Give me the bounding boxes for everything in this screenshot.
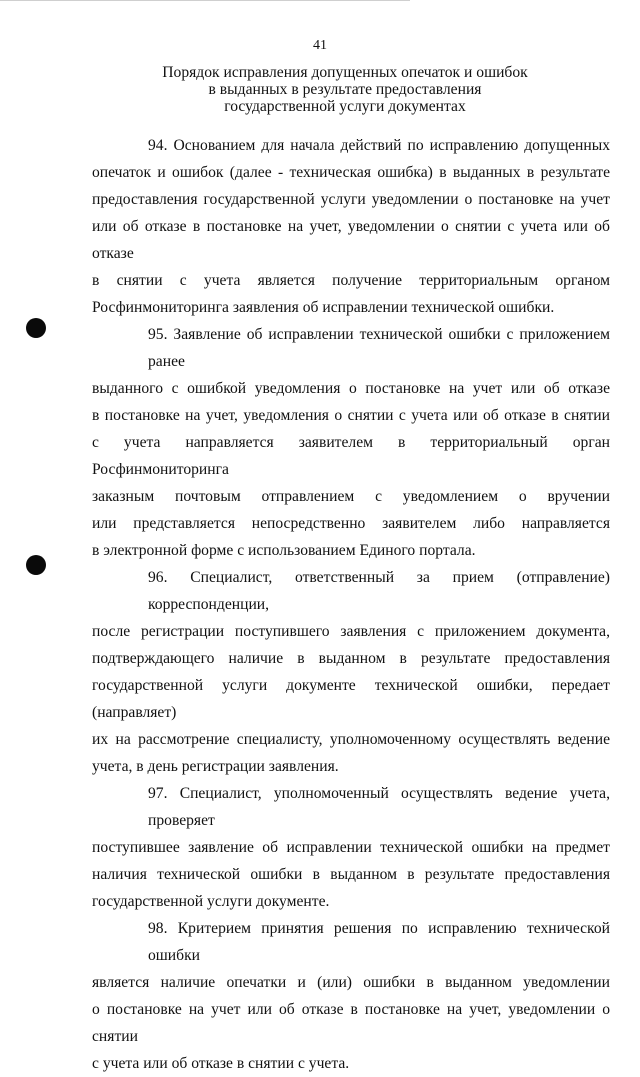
text-line: 95. Заявление об исправлении технической ошибки с приложением ранее <box>148 326 610 370</box>
text-line: в снятии с учета является получение территориальным органом <box>92 272 610 289</box>
text-line: в электронной форме с использованием Единого портала. <box>92 542 476 559</box>
text-line: учета, в день регистрации заявления. <box>92 758 339 775</box>
text-line: поступившее заявление об исправлении технической ошибки на предмет <box>92 839 610 856</box>
paragraph-94 <box>92 132 610 321</box>
document-body <box>92 132 610 1077</box>
paragraph-97 <box>92 780 610 915</box>
text-line: подтверждающего наличие в выданном в результате предоставления <box>92 650 610 667</box>
text-line: выданного с ошибкой уведомления о постановке на учет или об отказе <box>92 380 610 397</box>
section-title <box>90 64 600 115</box>
text-line: о постановке на учет или об отказе в постановке на учет, уведомлении о снятии <box>92 1001 610 1045</box>
title-line: Порядок исправления допущенных опечаток и ошибок <box>162 64 528 81</box>
text-line: предоставления государственной услуги уведомлении о постановке на учет <box>92 191 610 208</box>
text-line: государственной услуги документе технической ошибки, передает (направляет) <box>92 677 610 721</box>
text-line: Росфинмониторинга заявления об исправлении технической ошибки. <box>92 299 555 316</box>
title-line: в выданных в результате предоставления <box>208 81 482 98</box>
title-line: государственной услуги документах <box>224 98 466 115</box>
text-line: в постановке на учет, уведомления о снятии с учета или об отказе в снятии <box>92 407 610 424</box>
text-line: опечаток и ошибок (далее - техническая ошибка) в выданных в результате <box>92 164 610 181</box>
page-number: 41 <box>313 38 327 53</box>
paragraph-98 <box>92 915 610 1077</box>
punch-hole-lower <box>26 555 46 575</box>
text-line: 98. Критерием принятия решения по исправлению технической ошибки <box>148 920 610 964</box>
paragraph-95 <box>92 321 610 564</box>
text-line: или представляется непосредственно заявителем либо направляется <box>92 515 610 532</box>
text-line: 94. Основанием для начала действий по исправлению допущенных <box>148 137 610 154</box>
text-line: заказным почтовым отправлением с уведомлением о вручении <box>92 488 610 505</box>
paragraph-96 <box>92 564 610 780</box>
text-line: их на рассмотрение специалисту, уполномоченному осуществлять ведение <box>92 731 610 748</box>
text-line: с учета или об отказе в снятии с учета. <box>92 1055 350 1072</box>
text-line: 97. Специалист, уполномоченный осуществлять ведение учета, проверяет <box>148 785 610 829</box>
text-line: государственной услуги документе. <box>92 893 330 910</box>
text-line: с учета направляется заявителем в территориальный орган Росфинмониторинга <box>92 434 610 478</box>
text-line: или об отказе в постановке на учет, уведомлении о снятии с учета или об отказе <box>92 218 610 262</box>
text-line: после регистрации поступившего заявления с приложением документа, <box>92 623 610 640</box>
text-line: является наличие опечатки и (или) ошибки в выданном уведомлении <box>92 974 610 991</box>
text-line: наличия технической ошибки в выданном в результате предоставления <box>92 866 610 883</box>
text-line: 96. Специалист, ответственный за прием (отправление) корреспонденции, <box>148 569 610 613</box>
punch-hole-upper <box>26 318 46 338</box>
scan-edge-line <box>0 0 410 1</box>
